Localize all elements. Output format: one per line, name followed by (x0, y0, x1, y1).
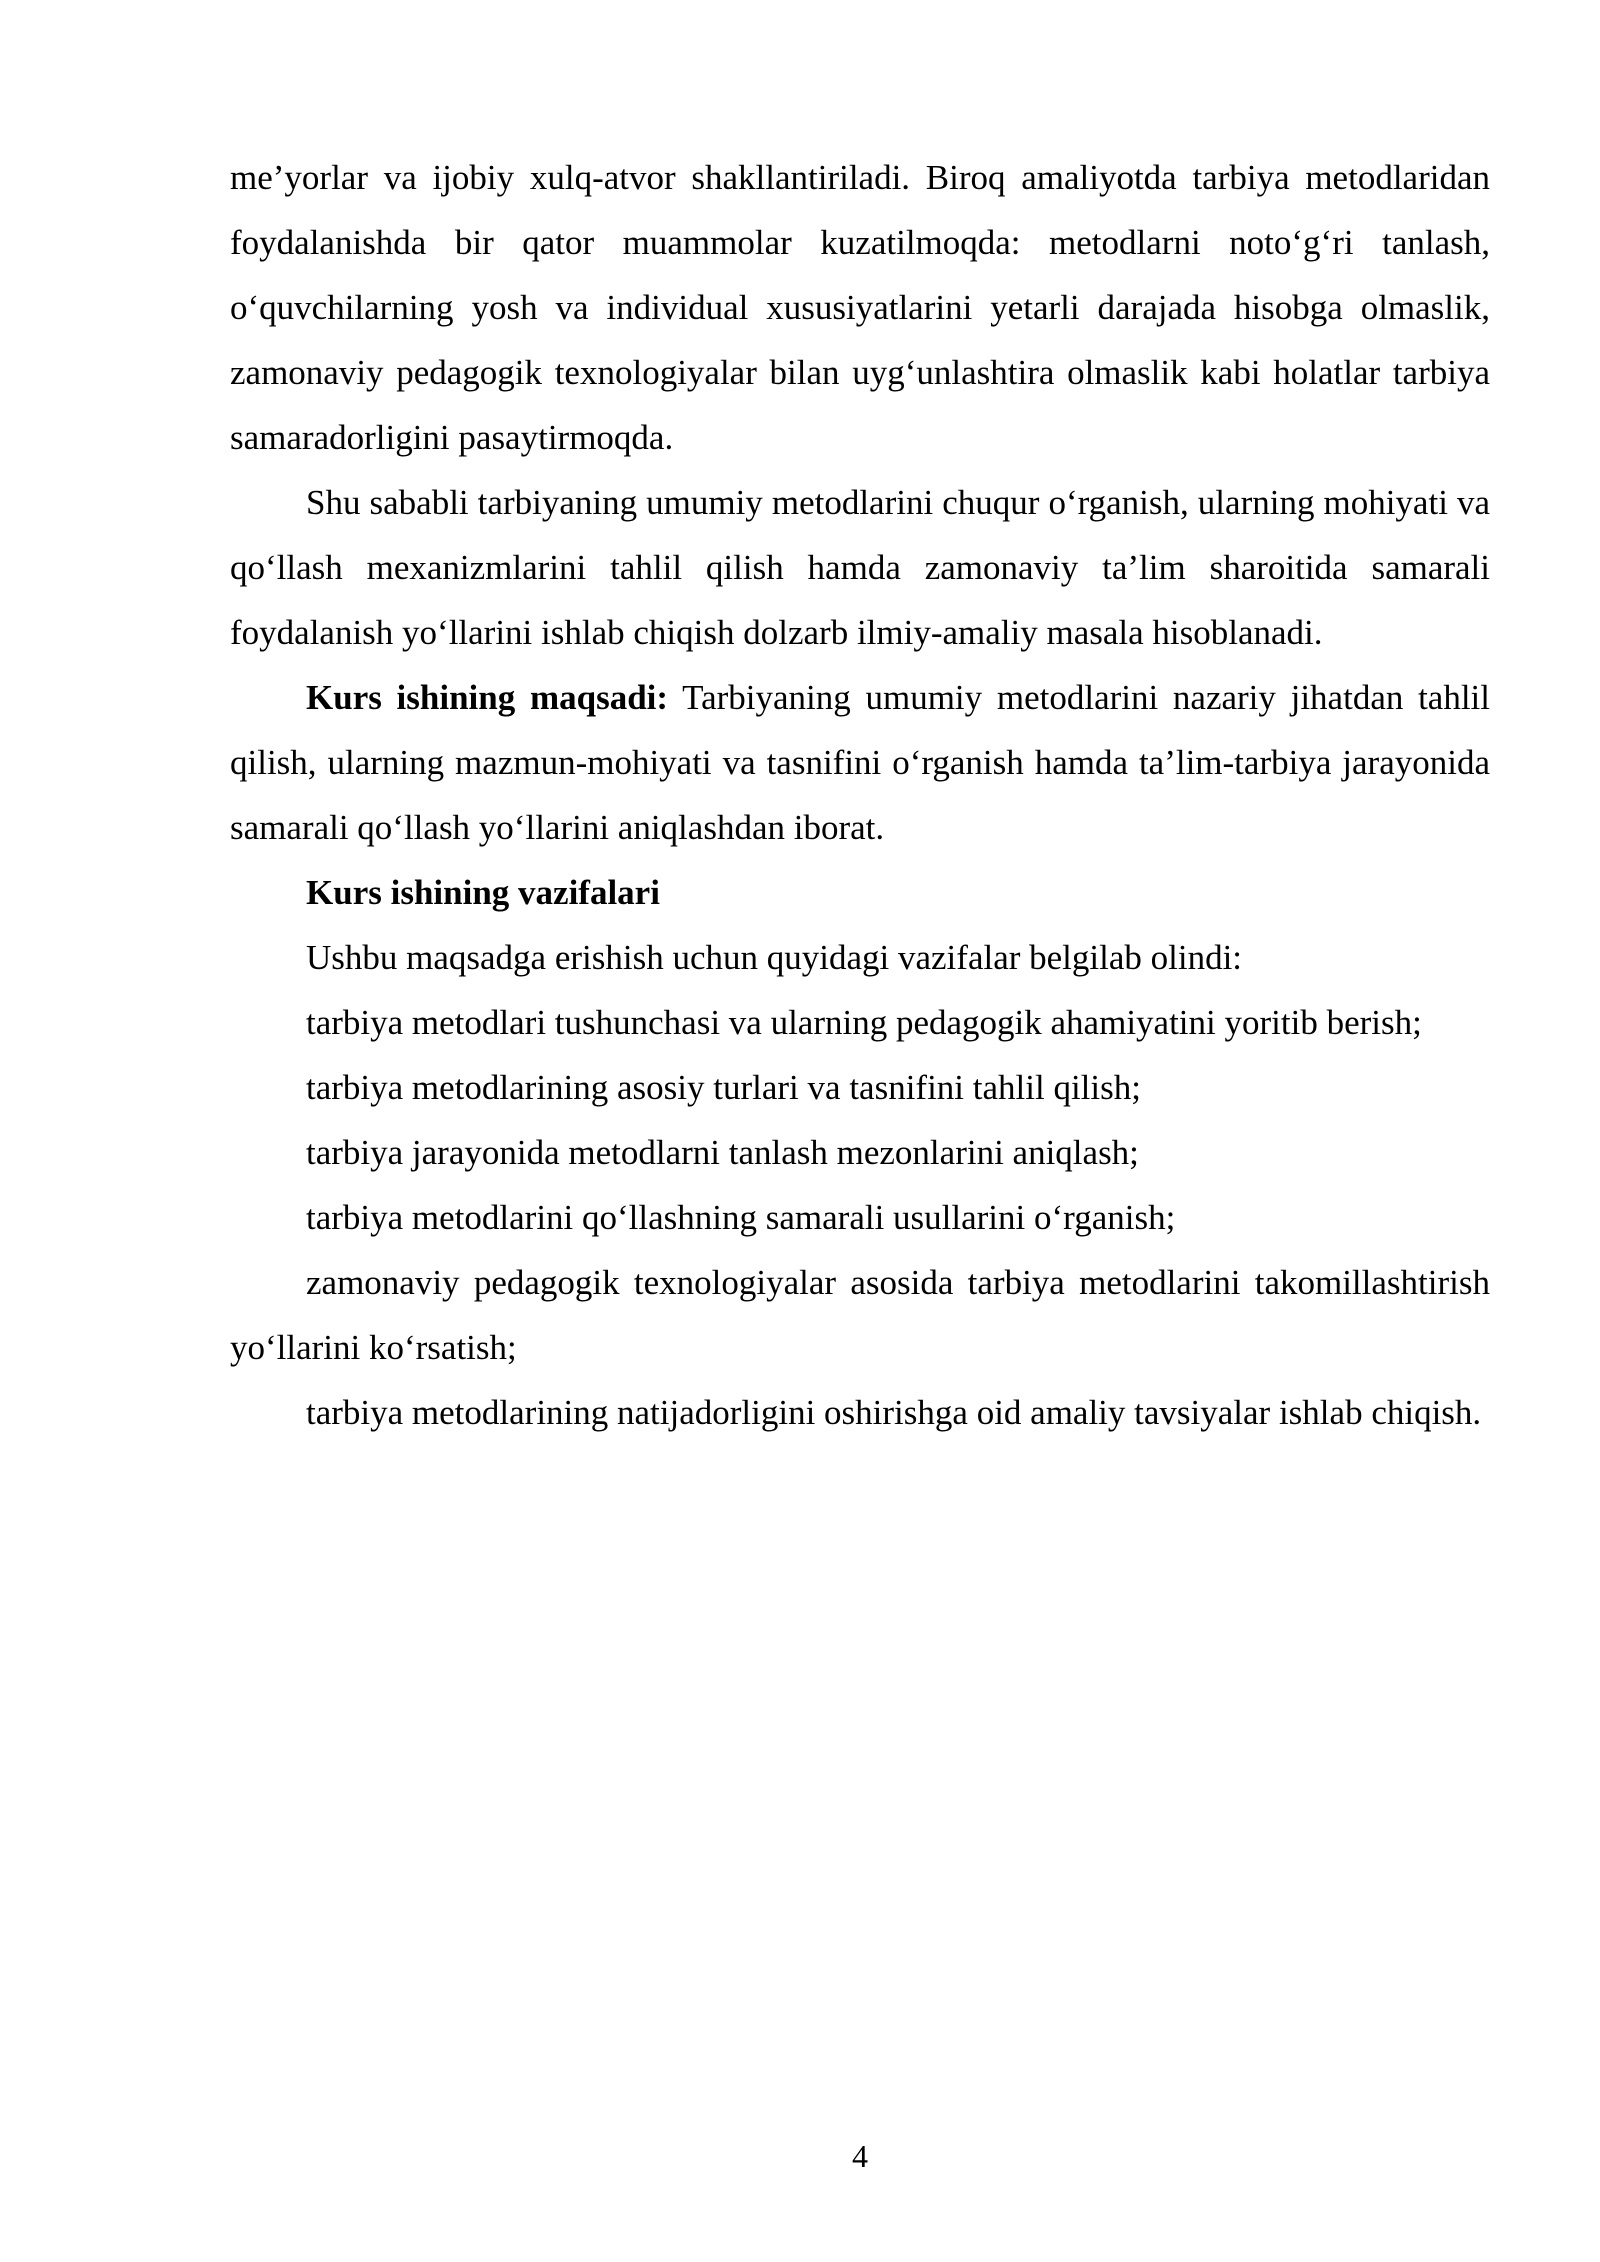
task-item: tarbiya metodlari tushunchasi va ularning pedagogik ahamiyatini yoritib berish; (306, 1003, 1422, 1042)
goal-text: Tarbiyaning umumiy metodlarini nazariy jihatdan tahlil qilish, ularning mazmun-mohiyati va tasnifini o‘rganish hamda ta’lim-tarbiya jarayonida samarali qo‘llash yo‘llarini aniqlashdan iborat. (230, 678, 1491, 847)
task-item: tarbiya metodlarining natijadorligini oshirishga oid amaliy tavsiyalar ishlab chiqish. (306, 1393, 1482, 1432)
paragraph-goal (230, 665, 1490, 860)
page-number: 4 (852, 2138, 868, 2174)
goal-label: Kurs ishining maqsadi: (306, 678, 669, 717)
tasks-intro: Ushbu maqsadga erishish uchun quyidagi vazifalar belgilab olindi: (306, 938, 1243, 977)
paragraph-relevance: Shu sababli tarbiyaning umumiy metodlarini chuqur o‘rganish, ularning mohiyati va qo‘llash mexanizmlarini tahlil qilish hamda zamonaviy ta’lim sharoitida samarali foydalanish yo‘llarini ishlab chiqish dolzarb ilmiy-amaliy masala hisoblanadi. (230, 483, 1490, 652)
paragraph-intro-continuation: me’yorlar va ijobiy xulq-atvor shakllantiriladi. Biroq amaliyotda tarbiya metodlaridan foydalanishda bir qator muammolar kuzatilmoqda: metodlarni noto‘g‘ri tanlash, o‘quvchilarning yosh va individual xususiyatlarini yetarli darajada hisobga olmaslik, zamonaviy pedagogik texnologiyalar bilan uyg‘unlashtira olmaslik kabi holatlar tarbiya samaradorligini pasaytirmoqda. (230, 158, 1490, 457)
task-item: zamonaviy pedagogik texnologiyalar asosida tarbiya metodlarini takomillashtirish yo‘llarini ko‘rsatish; (230, 1263, 1490, 1367)
tasks-heading: Kurs ishining vazifalari (306, 873, 660, 912)
task-item: tarbiya metodlarini qo‘llashning samarali usullarini o‘rganish; (306, 1198, 1176, 1237)
task-item: tarbiya metodlarining asosiy turlari va tasnifini tahlil qilish; (306, 1068, 1141, 1107)
task-item: tarbiya jarayonida metodlarni tanlash mezonlarini aniqlash; (306, 1133, 1139, 1172)
document-page (230, 145, 1490, 1445)
